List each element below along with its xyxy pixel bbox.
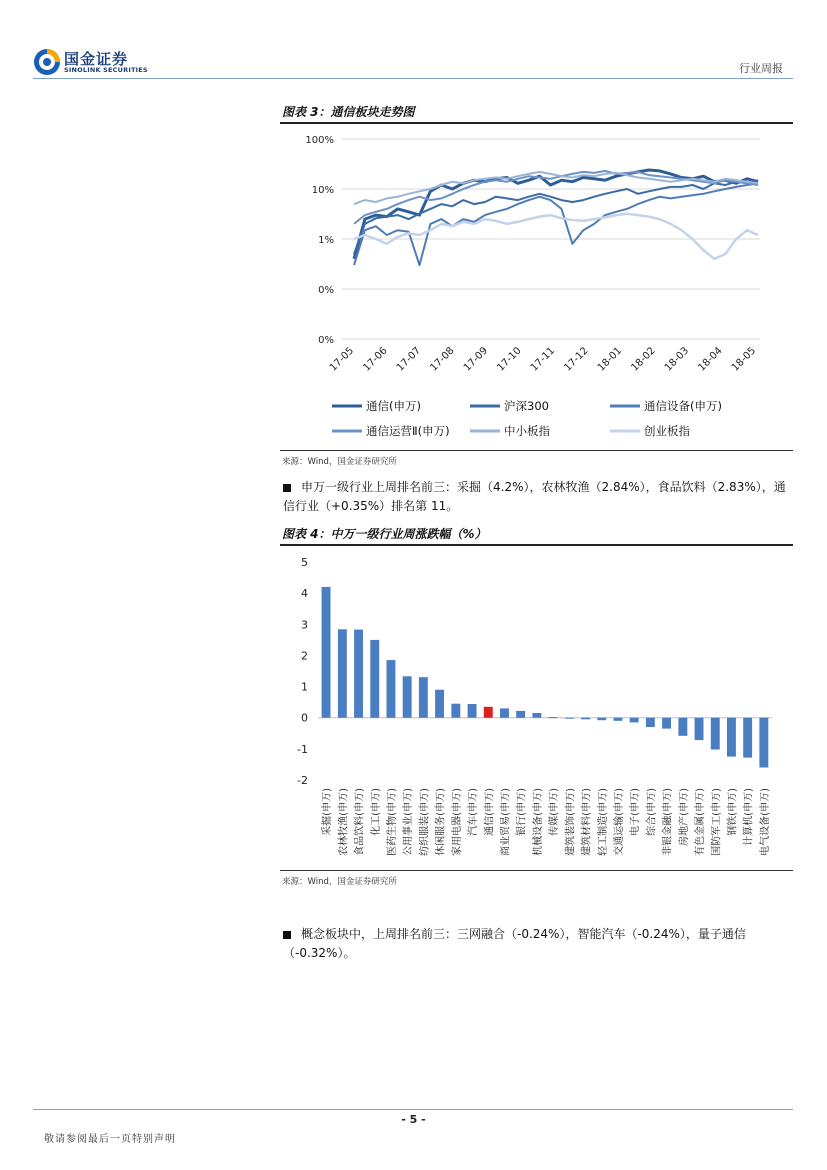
x-tick-label: 18-02 — [629, 345, 658, 374]
line-chart — [280, 125, 793, 445]
bar — [695, 718, 704, 740]
company-logo-icon — [33, 46, 63, 78]
report-type: 行业周报 — [739, 62, 783, 75]
x-category-label: 钢铁(申万) — [727, 788, 739, 836]
x-category-label: 采掘(申万) — [322, 788, 334, 836]
bar — [678, 718, 687, 736]
bar — [727, 718, 736, 757]
figure4-source: 来源：Wind，国金证券研究所 — [282, 877, 397, 887]
bar — [614, 718, 623, 721]
x-tick-label: 18-03 — [662, 345, 692, 374]
x-category-label: 有色金属(申万) — [695, 788, 707, 856]
figure4-title: 图表 4：中万一级行业周涨跌幅（%） — [282, 527, 487, 541]
x-tick-label: 17-09 — [461, 345, 491, 374]
bar — [565, 718, 574, 719]
x-category-label: 汽车(申万) — [468, 788, 480, 836]
bar — [516, 711, 525, 718]
x-category-label: 农林牧渔(申万) — [338, 788, 350, 856]
bar-chart — [280, 548, 793, 868]
x-tick-label: 17-08 — [428, 345, 457, 374]
x-category-label: 轻工制造(申万) — [597, 788, 609, 856]
y-tick-label: 1 — [301, 680, 308, 694]
x-category-label: 非银金融(申万) — [662, 788, 674, 856]
figure3-bottom-rule — [280, 450, 793, 451]
x-tick-label: 17-11 — [528, 345, 558, 374]
legend-label: 创业板指 — [644, 424, 690, 438]
x-category-label: 机械设备(申万) — [532, 788, 544, 856]
footer-disclaimer: 敬请参阅最后一页特别声明 — [44, 1134, 176, 1145]
bar — [403, 676, 412, 717]
x-tick-label: 18-05 — [729, 345, 759, 374]
legend-label: 通信设备(申万) — [644, 399, 722, 413]
x-category-label: 综合(申万) — [646, 788, 658, 836]
figure3-top-rule — [280, 122, 793, 124]
y-tick-label: 4 — [301, 587, 308, 601]
y-tick-label: 2 — [301, 649, 308, 663]
y-tick-label: 10% — [311, 185, 334, 196]
y-tick-label: 100% — [305, 135, 334, 146]
figure4-bottom-rule — [280, 870, 793, 871]
page-number: - 5 - — [401, 1113, 426, 1126]
bar — [370, 640, 379, 718]
figure3-title: 图表 3：通信板块走势图 — [282, 105, 415, 119]
bullet-icon — [283, 484, 291, 492]
legend-label: 沪深300 — [504, 399, 549, 413]
x-category-label: 电子(申万) — [630, 788, 642, 836]
paragraph-concept-ranking-text: 概念板块中，上周排名前三：三网融合（-0.24%），智能汽车（-0.24%），量子通信（-0.32%）。 — [283, 927, 746, 960]
bar — [387, 660, 396, 718]
header-divider — [33, 78, 793, 79]
bar — [435, 690, 444, 718]
legend-label: 通信运营Ⅱ(申万) — [366, 424, 450, 438]
x-category-label: 纺织服装(申万) — [419, 788, 431, 856]
bar — [419, 677, 428, 718]
paragraph-industry-ranking-text: 申万一级行业上周排名前三：采掘（4.2%），农林牧渔（2.84%），食品饮料（2.83%），通信行业（+0.35%）排名第 11。 — [283, 480, 786, 513]
bullet-icon — [283, 931, 291, 939]
y-tick-label: 1% — [318, 235, 334, 246]
y-tick-label: -2 — [297, 774, 308, 787]
bar — [354, 630, 363, 718]
x-category-label: 化工(申万) — [370, 788, 382, 836]
bar — [646, 718, 655, 727]
bar — [532, 713, 541, 718]
bar — [711, 718, 720, 750]
bar — [468, 704, 477, 718]
figure3-source: 来源：Wind，国金证券研究所 — [282, 457, 397, 467]
x-category-label: 传媒(申万) — [549, 788, 561, 836]
bar — [662, 718, 671, 729]
x-tick-label: 18-01 — [595, 345, 625, 374]
x-category-label: 通信(申万) — [484, 788, 496, 836]
x-category-label: 商业贸易(申万) — [500, 788, 512, 856]
bar — [500, 708, 509, 717]
x-tick-label: 17-12 — [562, 345, 591, 374]
y-tick-label: -1 — [297, 742, 308, 756]
y-tick-label: 0% — [318, 285, 334, 296]
x-category-label: 房地产(申万) — [678, 788, 690, 846]
bar — [451, 704, 460, 718]
bar — [630, 718, 639, 723]
figure4-top-rule — [280, 544, 793, 546]
legend-label: 通信(申万) — [366, 399, 421, 413]
x-category-label: 医药生物(申万) — [386, 788, 398, 856]
x-tick-label: 17-05 — [327, 345, 357, 374]
x-category-label: 建筑装饰(申万) — [565, 788, 577, 856]
paragraph-concept-ranking — [283, 925, 788, 963]
x-tick-label: 17-10 — [495, 345, 524, 374]
x-category-label: 建筑材料(申万) — [581, 788, 593, 856]
legend-label: 中小板指 — [504, 424, 550, 438]
x-category-label: 银行(申万) — [516, 788, 528, 836]
x-category-label: 计算机(申万) — [743, 788, 755, 846]
bar — [759, 718, 768, 768]
x-category-label: 家用电器(申万) — [451, 788, 463, 856]
x-category-label: 公用事业(申万) — [403, 788, 415, 856]
logo-english-name: SINOLINK SECURITIES — [64, 66, 148, 74]
bar — [338, 629, 347, 717]
bar — [549, 717, 558, 718]
bar — [597, 718, 606, 721]
x-tick-label: 18-04 — [696, 345, 725, 374]
y-tick-label: 0% — [318, 335, 334, 346]
bar — [322, 587, 331, 718]
x-tick-label: 17-06 — [361, 345, 390, 374]
y-tick-label: 3 — [301, 618, 308, 632]
bar — [581, 718, 590, 720]
x-category-label: 国防军工(申万) — [711, 788, 723, 856]
y-tick-label: 0 — [301, 711, 308, 725]
x-tick-label: 17-07 — [394, 345, 424, 374]
series-line — [354, 183, 758, 265]
bar — [484, 707, 493, 718]
x-category-label: 休闲服务(申万) — [435, 788, 447, 856]
paragraph-industry-ranking — [283, 478, 788, 516]
footer-divider — [33, 1109, 793, 1110]
x-category-label: 交通运输(申万) — [613, 788, 625, 856]
logo-chinese-name: 国金证券 — [64, 50, 129, 68]
x-category-label: 电气设备(申万) — [759, 788, 771, 856]
bar — [743, 718, 752, 758]
x-category-label: 食品饮料(申万) — [354, 788, 366, 856]
y-tick-label: 5 — [301, 556, 308, 569]
